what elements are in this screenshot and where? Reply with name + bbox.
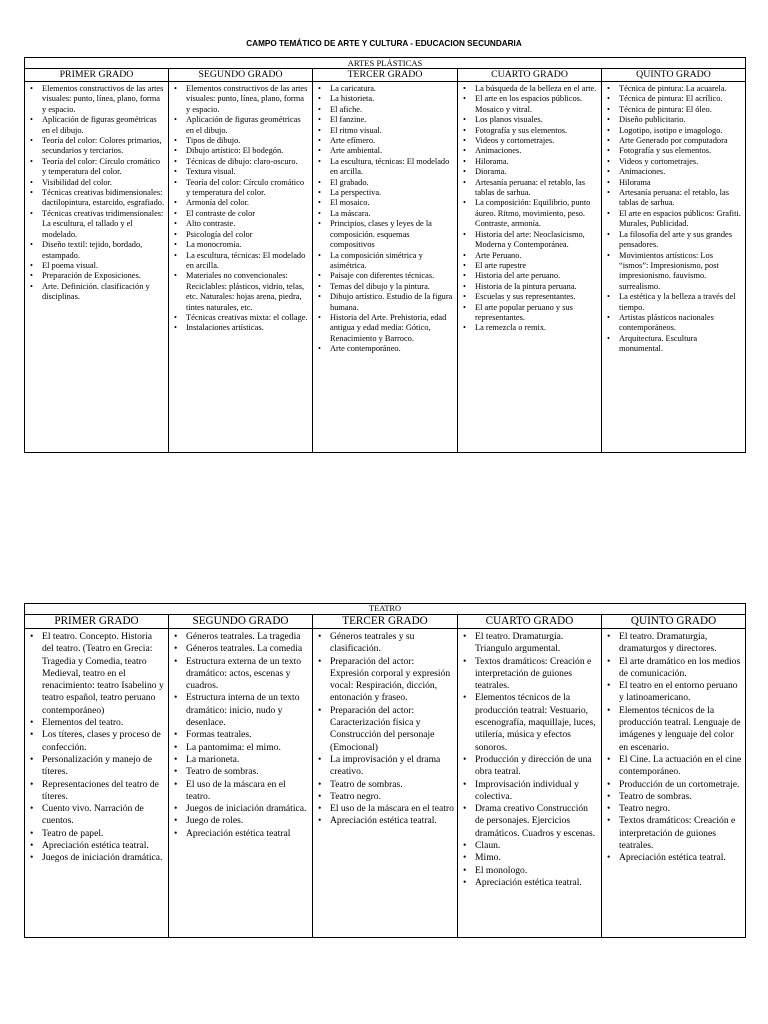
- list-item: • La pantomima: el mimo.: [186, 742, 310, 754]
- list-item: • Elementos técnicos de la producción teatral: Vestuario, escenografía, maquillaje, luces, utilería, música y efectos sonoros.: [475, 692, 599, 753]
- list-item: • Escuelas y sus representantes.: [475, 292, 599, 302]
- artes-list: [602, 82, 745, 355]
- list-item: • Teatro de papel.: [42, 828, 166, 840]
- list-item: • Alto contraste.: [186, 219, 310, 229]
- list-item: • Representaciones del teatro de títeres.: [42, 779, 166, 804]
- artes-cell-grade-1: [25, 82, 169, 453]
- list-item: • Producción y dirección de una obra teatral.: [475, 754, 599, 779]
- list-item: • La improvisación y el drama creativo.: [330, 754, 455, 779]
- list-item: • Psicología del color: [186, 230, 310, 240]
- list-item: • La monocromía.: [186, 240, 310, 250]
- list-item: • Textura visual.: [186, 167, 310, 177]
- list-item: • La búsqueda de la belleza en el arte.: [475, 84, 599, 94]
- list-item: • Arquitectura. Escultura monumental.: [619, 334, 743, 355]
- grade-header-1: PRIMER GRADO: [25, 69, 169, 82]
- list-item: • Fotografía y sus elementos.: [475, 126, 599, 136]
- list-item: • La escultura, técnicas: El modelado en arcilla.: [186, 251, 310, 272]
- teatro-cell-grade-5: [602, 629, 746, 938]
- list-item: • Hilorama: [619, 178, 743, 188]
- list-item: • Visibilidad del color.: [42, 178, 166, 188]
- list-item: • La estética y la belleza a través del tiempo.: [619, 292, 743, 313]
- list-item: • Juegos de iniciación dramática.: [186, 803, 310, 815]
- list-item: • El mosaico.: [330, 198, 455, 208]
- list-item: • Arte. Definición. clasificación y disciplinas.: [42, 282, 166, 303]
- grade-header-4: CUARTO GRADO: [458, 615, 602, 629]
- list-item: • El grabado.: [330, 178, 455, 188]
- list-item: • Técnicas de dibujo: claro-oscuro.: [186, 157, 310, 167]
- list-item: • Textos dramáticos: Creación e interpretación de guiones teatrales.: [475, 656, 599, 693]
- teatro-list: [25, 629, 168, 865]
- list-item: • Videos y cortometrajes.: [619, 157, 743, 167]
- list-item: • La historieta.: [330, 94, 455, 104]
- list-item: • Arte efímero.: [330, 136, 455, 146]
- list-item: • La composición simétrica y asimétrica.: [330, 251, 455, 272]
- grade-header-4: CUARTO GRADO: [458, 69, 602, 82]
- list-item: • El arte dramático en los medios de comunicación.: [619, 656, 743, 681]
- list-item: • El uso de la máscara en el teatro.: [186, 779, 310, 804]
- grade-header-3: TERCER GRADO: [313, 69, 458, 82]
- list-item: • Técnica de pintura: El óleo.: [619, 105, 743, 115]
- list-item: • Producción de un cortometraje.: [619, 779, 743, 791]
- list-item: • Aplicación de figuras geométricas en el dibujo.: [186, 115, 310, 136]
- grade-header-2: SEGUNDO GRADO: [169, 69, 313, 82]
- list-item: • Animaciones.: [619, 167, 743, 177]
- list-item: • Teatro de sombras.: [619, 791, 743, 803]
- list-item: • El teatro. Dramaturgia, dramaturgos y directores.: [619, 631, 743, 656]
- section-title-artes: ARTES PLÁSTICAS: [25, 58, 746, 69]
- grade-header-3: TERCER GRADO: [313, 615, 458, 629]
- teatro-cell-grade-2: [169, 629, 313, 938]
- list-item: • Historia del arte: Neoclasicismo, Moderna y Contemporánea.: [475, 230, 599, 251]
- list-item: • Temas del dibujo y la pintura.: [330, 282, 455, 292]
- list-item: • Juego de roles.: [186, 815, 310, 827]
- list-item: • El Cine. La actuación en el cine contemporáneo.: [619, 754, 743, 779]
- grade-header-5: QUINTO GRADO: [602, 69, 746, 82]
- list-item: • Apreciación estética teatral: [186, 828, 310, 840]
- list-item: • Claun.: [475, 840, 599, 852]
- section-title-teatro: TEATRO: [25, 604, 746, 615]
- list-item: • La máscara.: [330, 209, 455, 219]
- list-item: • Géneros teatrales. La tragedia: [186, 631, 310, 643]
- list-item: • Arte contemporáneo.: [330, 344, 455, 354]
- teatro-list: [458, 629, 601, 889]
- list-item: • Apreciación estética teatral.: [619, 852, 743, 864]
- list-item: • Diorama.: [475, 167, 599, 177]
- teatro-cell-grade-1: [25, 629, 169, 938]
- list-item: • Teoría del color: Círculo cromático y temperatura del color.: [42, 157, 166, 178]
- list-item: • Elementos del teatro.: [42, 717, 166, 729]
- list-item: • El fanzine.: [330, 115, 455, 125]
- list-item: • El arte en los espacios públicos. Mosaico y vitral.: [475, 94, 599, 115]
- list-item: • Videos y cortometrajes.: [475, 136, 599, 146]
- list-item: • Teatro negro.: [619, 803, 743, 815]
- list-item: • Historia del arte peruano.: [475, 271, 599, 281]
- teatro-cell-grade-3: [313, 629, 458, 938]
- list-item: • Técnicas creativas tridimensionales: La escultura, el tallado y el modelado.: [42, 209, 166, 240]
- list-item: • Textos dramáticos: Creación e interpretación de guiones teatrales.: [619, 815, 743, 852]
- teatro-list: [602, 629, 745, 865]
- list-item: • Estructura interna de un texto dramático: inicio, nudo y desenlace.: [186, 692, 310, 729]
- artes-cell-grade-4: [458, 82, 602, 453]
- list-item: • Armonía del color.: [186, 198, 310, 208]
- list-item: • Arte ambiental.: [330, 146, 455, 156]
- teatro-table: [24, 603, 746, 938]
- list-item: • Teoría del color: Colores primarios, secundarios y terciarios.: [42, 136, 166, 157]
- artes-plasticas-table: [24, 57, 746, 453]
- list-item: • Drama creativo Construcción de personajes. Ejercicios dramáticos. Cuadros y escenas.: [475, 803, 599, 840]
- list-item: • El arte popular peruano y sus representantes.: [475, 303, 599, 324]
- list-item: • Artistas plásticos nacionales contemporáneos.: [619, 313, 743, 334]
- list-item: • Elementos constructivos de las artes visuales: punto, línea, plano, forma y espacio.: [42, 84, 166, 115]
- list-item: • Apreciación estética teatral.: [330, 815, 455, 827]
- list-item: • Tipos de dibujo.: [186, 136, 310, 146]
- teatro-list: [169, 629, 312, 840]
- artes-list: [458, 82, 601, 334]
- list-item: • Historia del Arte. Prehistoria, edad antigua y edad media: Gótico, Renacimiento y Barroco.: [330, 313, 455, 344]
- list-item: • Preparación del actor: Expresión corporal y expresión vocal: Respiración, dicción, entonación y fraseo.: [330, 656, 455, 705]
- list-item: • La perspectiva.: [330, 188, 455, 198]
- list-item: • El teatro en el entorno peruano y latinoamericano.: [619, 680, 743, 705]
- document-title: CAMPO TEMÁTICO DE ARTE Y CULTURA - EDUCACION SECUNDARIA: [246, 39, 522, 48]
- list-item: • Logotipo, isotipo e imagologo.: [619, 126, 743, 136]
- list-item: • Géneros teatrales y su clasificación.: [330, 631, 455, 656]
- list-item: • La escultura, técnicas: El modelado en arcilla.: [330, 157, 455, 178]
- grade-header-1: PRIMER GRADO: [25, 615, 169, 629]
- list-item: • Formas teatrales.: [186, 729, 310, 741]
- list-item: • El arte rupestre: [475, 261, 599, 271]
- list-item: • Arte Peruano.: [475, 251, 599, 261]
- list-item: • Los títeres, clases y proceso de confección.: [42, 729, 166, 754]
- teatro-list: [313, 629, 457, 828]
- list-item: • El teatro. Dramaturgia. Triangulo argumental.: [475, 631, 599, 656]
- list-item: • Artesanía peruana: el retablo, las tablas de sarhua.: [619, 188, 743, 209]
- list-item: • Elementos técnicos de la producción teatral. Lenguaje de imágenes y lenguaje del color en escenario.: [619, 705, 743, 754]
- list-item: • Mimo.: [475, 852, 599, 864]
- list-item: • Improvisación individual y colectiva.: [475, 779, 599, 804]
- list-item: • Dibujo artístico: El bodegón.: [186, 146, 310, 156]
- list-item: • Diseño publicitario.: [619, 115, 743, 125]
- artes-cell-grade-2: [169, 82, 313, 453]
- list-item: • Historia de la pintura peruana.: [475, 282, 599, 292]
- list-item: • Diseño textil: tejido, bordado, estampado.: [42, 240, 166, 261]
- artes-cell-grade-5: [602, 82, 746, 453]
- teatro-cell-grade-4: [458, 629, 602, 938]
- list-item: • Preparación del actor: Caracterización física y Construcción del personaje (Emocional): [330, 705, 455, 754]
- list-item: • Cuento vivo. Narración de cuentos.: [42, 803, 166, 828]
- list-item: • Juegos de iniciación dramática.: [42, 852, 166, 864]
- list-item: • Materiales no convencionales: Reciclables: plásticos, vidrio, telas, etc. Naturales: hojas arena, piedra, tintes naturales, etc.: [186, 271, 310, 313]
- list-item: • Teoría del color: Círculo cromático y temperatura del color.: [186, 178, 310, 199]
- grade-header-2: SEGUNDO GRADO: [169, 615, 313, 629]
- list-item: • La caricatura.: [330, 84, 455, 94]
- list-item: • Teatro negro.: [330, 791, 455, 803]
- list-item: • El arte en espacios públicos: Grafiti. Murales, Publicidad.: [619, 209, 743, 230]
- list-item: • Principios, clases y leyes de la composición. esquemas compositivos: [330, 219, 455, 250]
- list-item: • El poema visual.: [42, 261, 166, 271]
- list-item: • Animaciones.: [475, 146, 599, 156]
- list-item: • Géneros teatrales. La comedia: [186, 643, 310, 655]
- list-item: • Fotografía y sus elementos.: [619, 146, 743, 156]
- list-item: • El ritmo visual.: [330, 126, 455, 136]
- list-item: • Teatro de sombras.: [330, 779, 455, 791]
- list-item: • Técnica de pintura: El acrílico.: [619, 94, 743, 104]
- list-item: • El afiche.: [330, 105, 455, 115]
- list-item: • El uso de la máscara en el teatro: [330, 803, 455, 815]
- list-item: • Dibujo artístico. Estudio de la figura humana.: [330, 292, 455, 313]
- list-item: • La remezcla o remix.: [475, 323, 599, 333]
- list-item: • El monologo.: [475, 865, 599, 877]
- list-item: • Los planos visuales.: [475, 115, 599, 125]
- list-item: • Hilorama.: [475, 157, 599, 167]
- grade-header-5: QUINTO GRADO: [602, 615, 746, 629]
- list-item: • Movimientos artísticos: Los “ismos”: Impresionismo, post impresionismo. fauvismo. surrealismo.: [619, 251, 743, 293]
- list-item: • Estructura externa de un texto dramático: actos, escenas y cuadros.: [186, 656, 310, 693]
- list-item: • El contraste de color: [186, 209, 310, 219]
- list-item: • Personalización y manejo de títeres.: [42, 754, 166, 779]
- list-item: • Preparación de Exposiciones.: [42, 271, 166, 281]
- list-item: • Apreciación estética teatral.: [42, 840, 166, 852]
- list-item: • Aplicación de figuras geométricas en el dibujo.: [42, 115, 166, 136]
- list-item: • La filosofía del arte y sus grandes pensadores.: [619, 230, 743, 251]
- list-item: • Técnicas creativas mixta: el collage.: [186, 313, 310, 323]
- list-item: • La composición: Equilibrio, punto áureo. Ritmo, movimiento, peso. Contraste, armonía.: [475, 198, 599, 229]
- artes-cell-grade-3: [313, 82, 458, 453]
- list-item: • La marioneta.: [186, 754, 310, 766]
- list-item: • Elementos constructivos de las artes visuales: punto, línea, plano, forma y espacio.: [186, 84, 310, 115]
- list-item: • El teatro. Concepto. Historia del teatro. (Teatro en Grecia: Tragedia y Comedia, teatro Medieval, teatro en el renacimiento: teatro Isabelino y teatro español, teatro peruano contemporáneo): [42, 631, 166, 717]
- list-item: • Teatro de sombras.: [186, 766, 310, 778]
- list-item: • Arte Generado por computadora: [619, 136, 743, 146]
- list-item: • Apreciación estética teatral.: [475, 877, 599, 889]
- artes-list: [25, 82, 168, 303]
- list-item: • Paisaje con diferentes técnicas.: [330, 271, 455, 281]
- artes-list: [169, 82, 312, 334]
- list-item: • Instalaciones artísticas.: [186, 323, 310, 333]
- list-item: • Técnicas creativas bidimensionales: dactilopintura, estarcido, esgrafiado.: [42, 188, 166, 209]
- list-item: • Técnica de pintura: La acuarela.: [619, 84, 743, 94]
- list-item: • Artesanía peruana: el retablo, las tablas de sarhua.: [475, 178, 599, 199]
- artes-list: [313, 82, 457, 355]
